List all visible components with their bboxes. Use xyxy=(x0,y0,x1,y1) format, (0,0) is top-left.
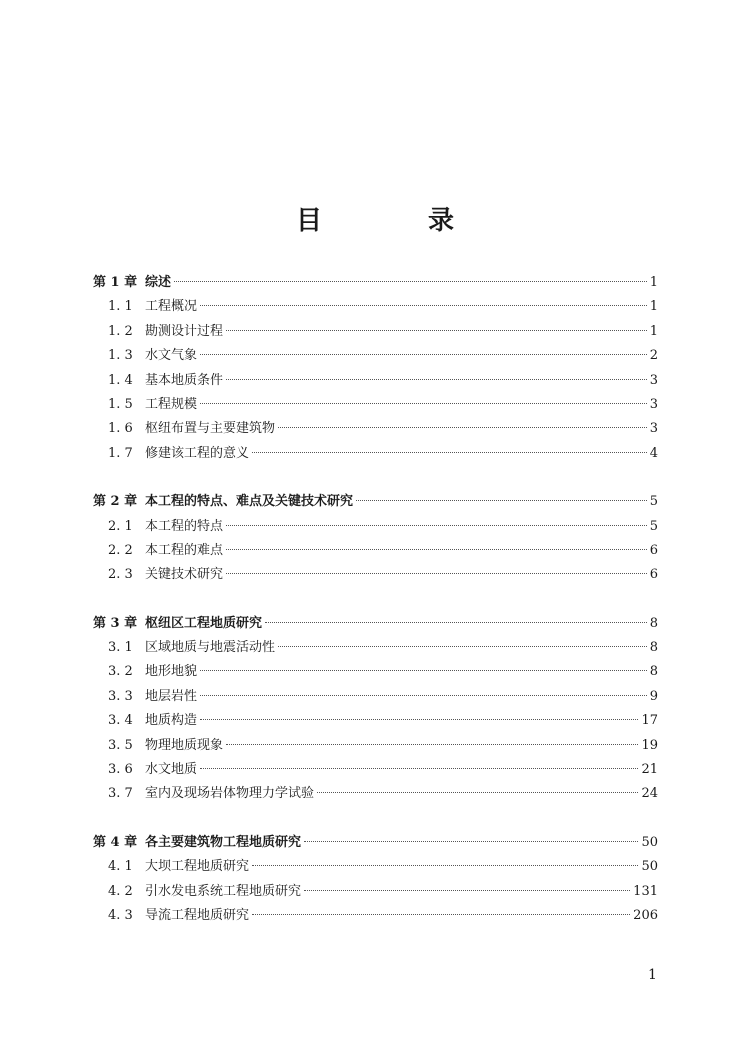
section-page: 6 xyxy=(649,542,658,558)
section-title: 室内及现场岩体物理力学试验 xyxy=(145,786,315,802)
toc-section-3-5[interactable] xyxy=(93,734,658,758)
page-title: 目 录 xyxy=(295,206,494,236)
leader-dots xyxy=(356,500,647,501)
section-number: 3. 7 xyxy=(108,786,133,802)
section-number: 3. 6 xyxy=(108,762,133,778)
leader-dots xyxy=(200,719,638,720)
toc-section-4-3[interactable] xyxy=(93,904,658,928)
section-title: 关键技术研究 xyxy=(145,567,224,583)
leader-dots xyxy=(200,305,647,306)
section-page: 5 xyxy=(649,518,658,534)
toc-section-3-3[interactable] xyxy=(93,685,658,709)
leader-dots xyxy=(317,792,638,793)
toc-section-3-1[interactable] xyxy=(93,636,658,660)
section-number: 1. 5 xyxy=(108,396,133,412)
section-number: 2. 1 xyxy=(108,518,133,534)
section-title: 水文气象 xyxy=(145,348,198,364)
leader-dots xyxy=(174,281,647,282)
section-number: 2. 2 xyxy=(108,542,133,558)
chapter-title: 各主要建筑物工程地质研究 xyxy=(145,834,302,850)
section-number: 1. 3 xyxy=(108,348,133,364)
section-title: 本工程的特点 xyxy=(145,518,224,534)
toc-section-3-2[interactable] xyxy=(93,660,658,684)
toc-section-2-3[interactable] xyxy=(93,563,658,587)
toc-section-1-7[interactable] xyxy=(93,442,658,466)
section-page: 19 xyxy=(641,737,658,753)
chapter-number: 第 2 章 xyxy=(93,494,138,510)
leader-dots xyxy=(252,914,630,915)
section-title: 地形地貌 xyxy=(145,664,198,680)
section-number: 3. 1 xyxy=(108,640,133,656)
toc-section-3-7[interactable] xyxy=(93,782,658,806)
section-page: 4 xyxy=(649,445,658,461)
leader-dots xyxy=(304,890,630,891)
leader-dots xyxy=(226,330,647,331)
section-title: 水文地质 xyxy=(145,762,198,778)
chapter-page: 50 xyxy=(641,834,658,850)
section-page: 50 xyxy=(641,859,658,875)
leader-dots xyxy=(226,525,647,526)
page-number: 1 xyxy=(648,967,657,983)
leader-dots xyxy=(278,427,647,428)
section-number: 1. 6 xyxy=(108,421,133,437)
toc-section-2-2[interactable] xyxy=(93,539,658,563)
chapter-title: 枢纽区工程地质研究 xyxy=(145,615,263,631)
toc-section-3-4[interactable] xyxy=(93,709,658,733)
toc-section-1-2[interactable] xyxy=(93,320,658,344)
toc-section-1-1[interactable] xyxy=(93,295,658,319)
chapter-title: 本工程的特点、难点及关键技术研究 xyxy=(145,494,354,510)
toc-section-1-3[interactable] xyxy=(93,344,658,368)
section-number: 3. 5 xyxy=(108,737,133,753)
section-page: 1 xyxy=(649,299,658,315)
toc-section-1-4[interactable] xyxy=(93,369,658,393)
section-number: 1. 4 xyxy=(108,372,133,388)
section-page: 206 xyxy=(633,907,658,923)
toc-chapter-3[interactable] xyxy=(93,612,658,636)
leader-dots xyxy=(252,452,647,453)
toc-chapter-4[interactable] xyxy=(93,831,658,855)
toc-section-3-6[interactable] xyxy=(93,758,658,782)
leader-dots xyxy=(226,744,638,745)
leader-dots xyxy=(252,865,638,866)
section-title: 基本地质条件 xyxy=(145,372,224,388)
leader-dots xyxy=(200,768,638,769)
leader-dots xyxy=(304,841,638,842)
leader-dots xyxy=(200,670,647,671)
section-page: 3 xyxy=(649,372,658,388)
section-page: 3 xyxy=(649,396,658,412)
section-number: 4. 1 xyxy=(108,859,133,875)
section-title: 区域地质与地震活动性 xyxy=(145,640,276,656)
chapter-gap xyxy=(93,588,658,612)
section-title: 本工程的难点 xyxy=(145,542,224,558)
section-title: 引水发电系统工程地质研究 xyxy=(145,883,302,899)
chapter-page: 1 xyxy=(649,275,658,290)
section-page: 24 xyxy=(641,786,658,802)
section-title: 导流工程地质研究 xyxy=(145,907,250,923)
chapter-gap xyxy=(93,466,658,490)
section-title: 地层岩性 xyxy=(145,688,198,704)
section-page: 6 xyxy=(649,567,658,583)
chapter-number: 第 4 章 xyxy=(93,834,138,850)
leader-dots xyxy=(200,695,647,696)
section-title: 工程概况 xyxy=(145,299,198,315)
section-page: 131 xyxy=(633,883,658,899)
section-title: 枢纽布置与主要建筑物 xyxy=(145,421,276,437)
leader-dots xyxy=(226,379,647,380)
chapter-title: 综述 xyxy=(145,275,172,290)
toc-chapter-2[interactable] xyxy=(93,490,658,514)
section-number: 4. 3 xyxy=(108,907,133,923)
section-page: 2 xyxy=(649,348,658,364)
chapter-number: 第 3 章 xyxy=(93,615,138,631)
section-title: 地质构造 xyxy=(145,713,198,729)
section-title: 修建该工程的意义 xyxy=(145,445,250,461)
section-page: 1 xyxy=(649,323,658,339)
leader-dots xyxy=(226,573,647,574)
section-title: 工程规模 xyxy=(145,396,198,412)
chapter-gap xyxy=(93,807,658,831)
section-number: 1. 1 xyxy=(108,299,133,315)
section-page: 17 xyxy=(641,713,658,729)
section-title: 大坝工程地质研究 xyxy=(145,859,250,875)
section-number: 3. 4 xyxy=(108,713,133,729)
section-number: 2. 3 xyxy=(108,567,133,583)
section-page: 8 xyxy=(649,664,658,680)
section-number: 4. 2 xyxy=(108,883,133,899)
leader-dots xyxy=(226,549,647,550)
section-number: 3. 2 xyxy=(108,664,133,680)
leader-dots xyxy=(200,403,647,404)
section-number: 1. 7 xyxy=(108,445,133,461)
section-page: 9 xyxy=(649,688,658,704)
section-page: 3 xyxy=(649,421,658,437)
section-number: 3. 3 xyxy=(108,688,133,704)
toc-section-4-1[interactable] xyxy=(93,855,658,879)
toc-chapter-1[interactable] xyxy=(93,271,658,295)
chapter-page: 8 xyxy=(649,615,658,631)
section-title: 物理地质现象 xyxy=(145,737,224,753)
toc-section-1-5[interactable] xyxy=(93,393,658,417)
leader-dots xyxy=(265,622,647,623)
section-number: 1. 2 xyxy=(108,323,133,339)
leader-dots xyxy=(278,646,647,647)
toc-section-4-2[interactable] xyxy=(93,880,658,904)
section-page: 21 xyxy=(641,762,658,778)
section-page: 8 xyxy=(649,640,658,656)
chapter-page: 5 xyxy=(649,494,658,510)
section-title: 勘测设计过程 xyxy=(145,323,224,339)
table-of-contents xyxy=(93,271,658,928)
toc-section-2-1[interactable] xyxy=(93,515,658,539)
leader-dots xyxy=(200,354,647,355)
toc-section-1-6[interactable] xyxy=(93,417,658,441)
chapter-number: 第 1 章 xyxy=(93,275,138,290)
